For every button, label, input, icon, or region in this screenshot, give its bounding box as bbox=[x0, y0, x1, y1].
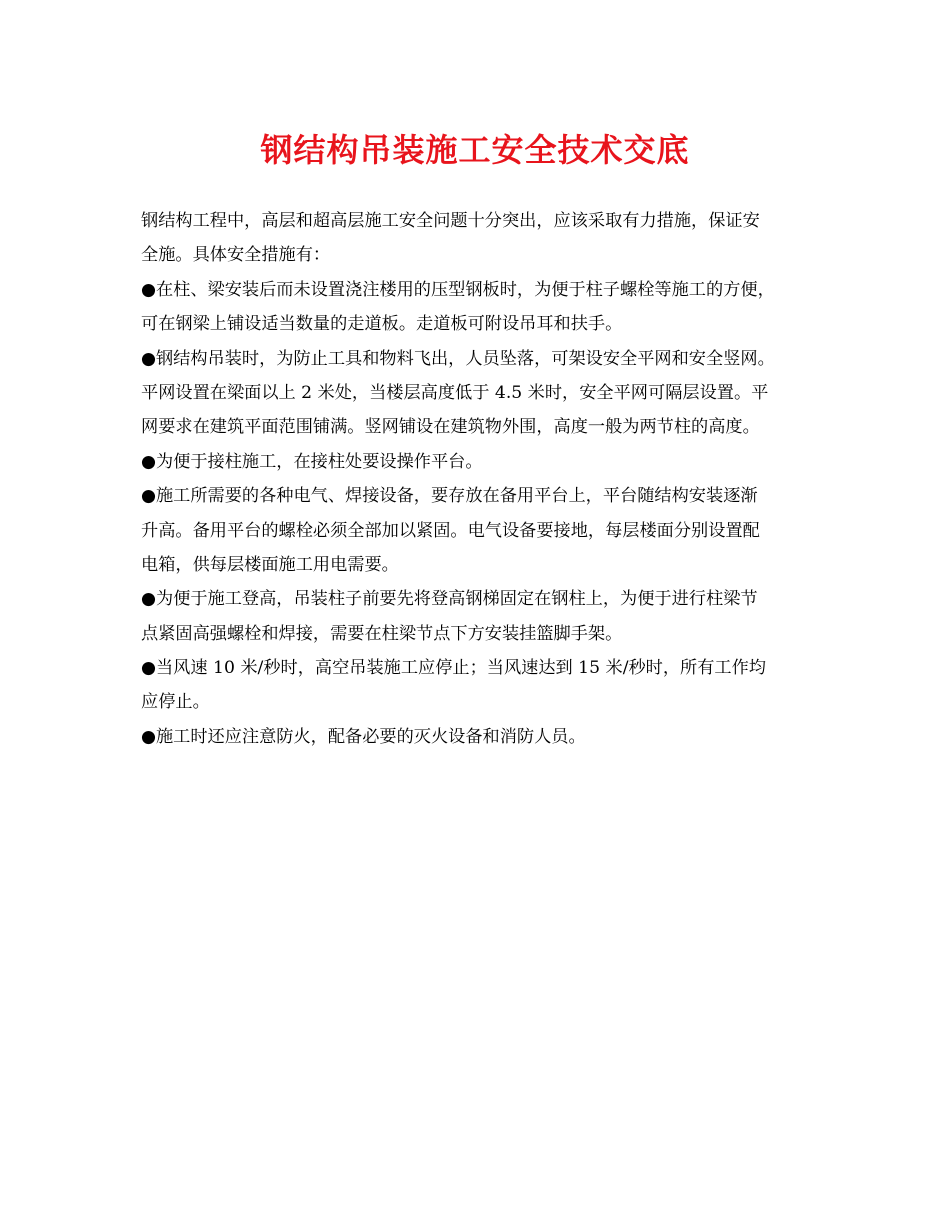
body-line: 电箱，供每层楼面施工用电需要。 bbox=[141, 554, 399, 575]
body-line: 点紧固高强螺栓和焊接，需要在柱梁节点下方安装挂篮脚手架。 bbox=[141, 623, 623, 644]
body-line: 可在钢梁上铺设适当数量的走道板。走道板可附设吊耳和扶手。 bbox=[141, 314, 623, 335]
body-line: ●在柱、梁安装后而未设置浇注楼用的压型钢板时，为便于柱子螺栓等施工的方便， bbox=[141, 279, 775, 300]
body-line: 钢结构工程中，高层和超高层施工安全问题十分突出，应该采取有力措施，保证安 bbox=[141, 211, 760, 231]
body-line: 应停止。 bbox=[141, 692, 210, 713]
body-line: 平网设置在梁面以上 2 米处，当楼层高度低于 4.5 米时，安全平网可隔层设置。平 bbox=[141, 382, 769, 403]
body-line: ●钢结构吊装时，为防止工具和物料飞出，人员坠落，可架设安全平网和安全竖网。 bbox=[141, 348, 775, 369]
body-line: 网要求在建筑平面范围铺满。竖网铺设在建筑物外围，高度一般为两节柱的高度。 bbox=[141, 417, 760, 438]
body-line: 升高。备用平台的螺栓必须全部加以紧固。电气设备要接地，每层楼面分别设置配 bbox=[141, 520, 760, 541]
body-line: ●当风速 10 米/秒时，高空吊装施工应停止；当风速达到 15 米/秒时，所有工作均 bbox=[141, 658, 766, 679]
body-line: ●施工时还应注意防火，配备必要的灭火设备和消防人员。 bbox=[141, 726, 586, 747]
body-line: ●为便于施工登高，吊装柱子前要先将登高钢梯固定在钢柱上，为便于进行柱梁节 bbox=[141, 589, 758, 610]
body-line: ●为便于接柱施工，在接柱处要设操作平台。 bbox=[141, 451, 483, 472]
document-body bbox=[141, 204, 821, 754]
body-line: ●施工所需要的各种电气、焊接设备，要存放在备用平台上，平台随结构安装逐渐 bbox=[141, 486, 758, 507]
document-title: 钢结构吊装施工安全技术交底 bbox=[260, 131, 690, 169]
body-line: 全施。具体安全措施有： bbox=[141, 245, 331, 266]
